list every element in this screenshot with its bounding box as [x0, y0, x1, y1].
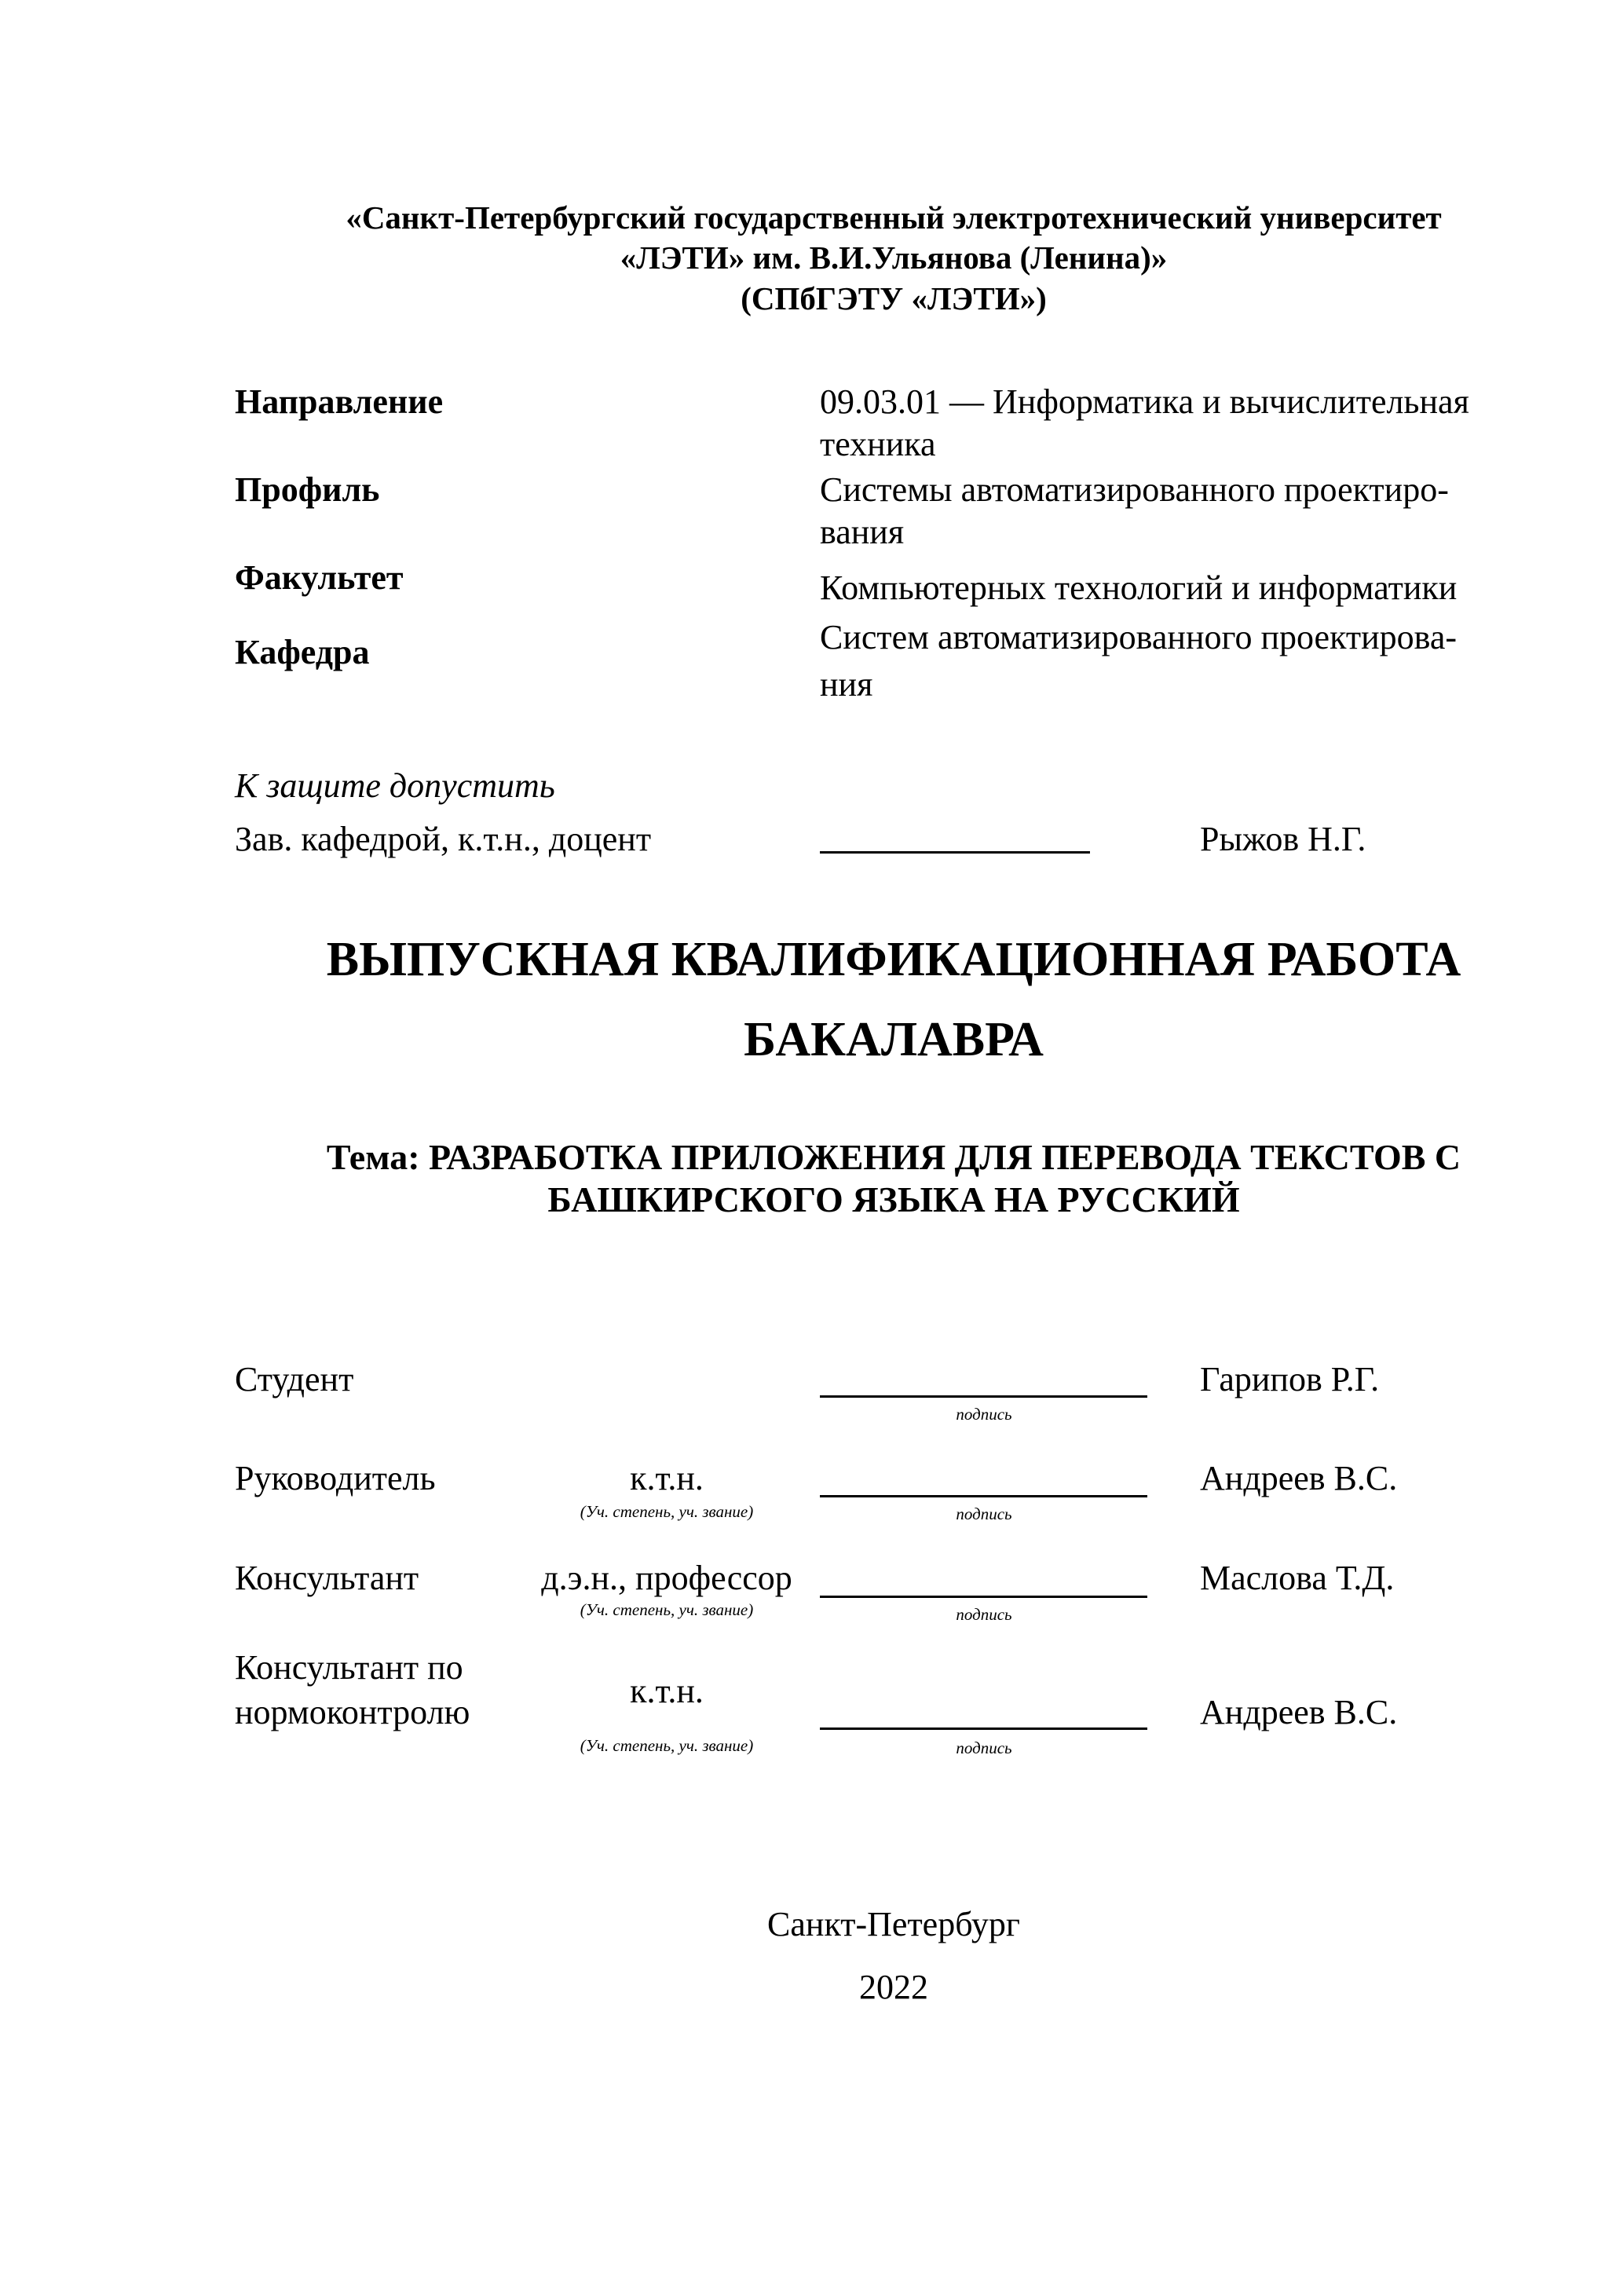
university-name-line1: «Санкт-Петербургский государственный электротехнический университет [346, 199, 1442, 236]
department-value-line1: Систем автоматизированного проектирова- [820, 618, 1458, 656]
direction-value-line2: техника [820, 425, 936, 463]
faculty-value: Компьютерных технологий и информатики [820, 569, 1458, 607]
profile-label: Профиль [235, 470, 380, 509]
normcontrol-name: Андреев В.С. [1200, 1693, 1398, 1731]
normcontrol-role-line2: нормоконтролю [235, 1693, 470, 1731]
student-signature-caption: подпись [956, 1405, 1012, 1424]
supervisor-role: Руководитель [235, 1459, 436, 1497]
consultant-signature-caption: подпись [956, 1605, 1012, 1624]
consultant-role: Консультант [235, 1559, 419, 1597]
supervisor-name: Андреев В.С. [1200, 1459, 1398, 1497]
consultant-name: Маслова Т.Д. [1200, 1559, 1395, 1597]
consultant-degree-caption: (Уч. степень, уч. звание) [580, 1600, 754, 1619]
student-signature-line [820, 1395, 1147, 1398]
department-value-line2: ния [820, 665, 873, 704]
supervisor-degree-caption: (Уч. степень, уч. звание) [580, 1502, 754, 1521]
department-label: Кафедра [235, 633, 370, 671]
normcontrol-signature-caption: подпись [956, 1738, 1012, 1757]
approval-signature-line [820, 851, 1090, 854]
normcontrol-degree-caption: (Уч. степень, уч. звание) [580, 1736, 754, 1755]
university-name-line2: «ЛЭТИ» им. В.И.Ульянова (Ленина)» [620, 239, 1168, 276]
profile-value-line1: Системы автоматизированного проектиро- [820, 470, 1449, 509]
faculty-label: Факультет [235, 558, 404, 597]
direction-label: Направление [235, 382, 444, 421]
normcontrol-signature-line [820, 1727, 1147, 1730]
supervisor-signature-caption: подпись [956, 1504, 1012, 1523]
document-title-line2: БАКАЛАВРА [744, 1013, 1044, 1066]
document-title-line1: ВЫПУСКНАЯ КВАЛИФИКАЦИОННАЯ РАБОТА [326, 933, 1461, 986]
footer-city: Санкт-Петербург [767, 1905, 1020, 1943]
supervisor-signature-line [820, 1495, 1147, 1497]
supervisor-degree: к.т.н. [630, 1459, 704, 1497]
approval-name: Рыжов Н.Г. [1200, 820, 1366, 858]
topic-line1: Тема: РАЗРАБОТКА ПРИЛОЖЕНИЯ ДЛЯ ПЕРЕВОДА ТЕКСТОВ С [326, 1137, 1461, 1177]
direction-value-line1: 09.03.01 — Информатика и вычислительная [820, 382, 1469, 421]
normcontrol-role-line1: Консультант по [235, 1648, 463, 1687]
footer-year: 2022 [859, 1968, 928, 2006]
topic-line2: БАШКИРСКОГО ЯЗЫКА НА РУССКИЙ [547, 1179, 1240, 1219]
consultant-degree: д.э.н., профессор [541, 1559, 792, 1597]
student-role: Студент [235, 1360, 354, 1398]
profile-value-line2: вания [820, 513, 905, 551]
student-name: Гарипов Р.Г. [1200, 1360, 1380, 1398]
approval-heading: К защите допустить [235, 766, 555, 805]
normcontrol-degree: к.т.н. [630, 1672, 704, 1710]
consultant-signature-line [820, 1596, 1147, 1598]
university-abbrev: (СПбГЭТУ «ЛЭТИ») [741, 280, 1047, 316]
approval-position: Зав. кафедрой, к.т.н., доцент [235, 820, 652, 858]
